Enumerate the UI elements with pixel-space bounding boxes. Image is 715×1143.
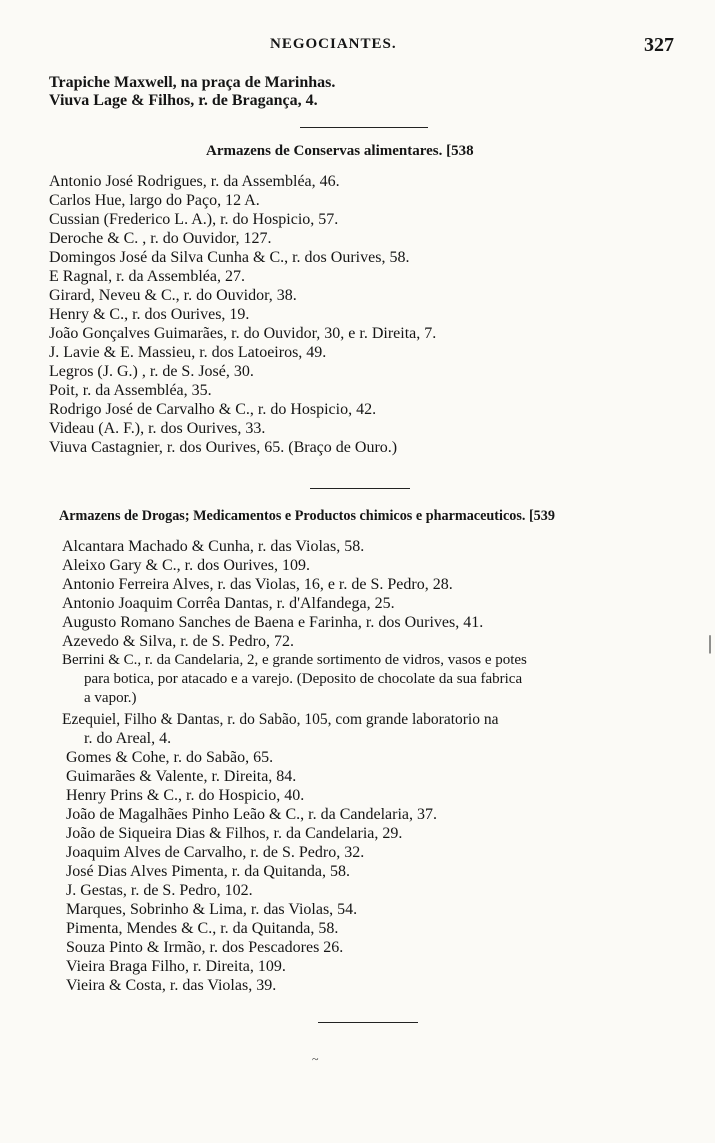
- list-item: Domingos José da Silva Cunha & C., r. dos Ourives, 58.: [49, 249, 410, 266]
- list-item: Viuva Castagnier, r. dos Ourives, 65. (Braço de Ouro.): [49, 439, 398, 456]
- section-heading: [206, 142, 474, 161]
- list-item: Cussian (Frederico L. A.), r. do Hospicio, 57.: [49, 211, 339, 228]
- list-item: Marques, Sobrinho & Lima, r. das Violas, 54.: [66, 901, 358, 918]
- list-item: Vieira & Costa, r. das Violas, 39.: [66, 977, 277, 994]
- list-item-continuation: para botica, por atacado e a varejo. (Deposito de chocolate da sua fabrica: [84, 671, 523, 687]
- list-item: J. Gestas, r. de S. Pedro, 102.: [66, 882, 253, 899]
- list-item: Ezequiel, Filho & Dantas, r. do Sabão, 105, com grande laboratorio na: [62, 711, 499, 728]
- section-heading: [59, 507, 555, 526]
- list-item: Vieira Braga Filho, r. Direita, 109.: [66, 958, 286, 975]
- page-header: [0, 34, 715, 58]
- section-ref: [539: [528, 508, 555, 524]
- list-item-continuation: r. do Areal, 4.: [84, 730, 172, 747]
- list-item: Berrini & C., r. da Candelaria, 2, e grande sortimento de vidros, vasos e potes: [62, 652, 527, 668]
- divider-rule: [310, 488, 410, 489]
- list-item: Antonio José Rodrigues, r. da Assembléa, 46.: [49, 173, 340, 190]
- list-item: Henry Prins & C., r. do Hospicio, 40.: [66, 787, 305, 804]
- list-item: Gomes & Cohe, r. do Sabão, 65.: [66, 749, 274, 766]
- list-item: João Gonçalves Guimarães, r. do Ouvidor, 30, e r. Direita, 7.: [49, 325, 437, 342]
- ink-smudge: ~: [312, 1052, 319, 1066]
- list-item: Aleixo Gary & C., r. dos Ourives, 109.: [62, 557, 310, 574]
- list-item: João de Magalhães Pinho Leão & C., r. da Candelaria, 37.: [66, 806, 438, 823]
- list-item: Azevedo & Silva, r. de S. Pedro, 72.: [62, 633, 294, 650]
- divider-rule: [300, 127, 428, 128]
- section-heading-text: Armazens de Conservas alimentares.: [206, 143, 443, 159]
- list-item: Alcantara Machado & Cunha, r. das Violas, 58.: [62, 538, 365, 555]
- list-item: Pimenta, Mendes & C., r. da Quitanda, 58.: [66, 920, 339, 937]
- list-item: Deroche & C. , r. do Ouvidor, 127.: [49, 230, 272, 247]
- margin-mark: |: [708, 632, 713, 654]
- list-item: Legros (J. G.) , r. de S. José, 30.: [49, 363, 254, 380]
- list-item: Antonio Ferreira Alves, r. das Violas, 16, e r. de S. Pedro, 28.: [62, 576, 453, 593]
- list-item: Poit, r. da Assembléa, 35.: [49, 382, 212, 399]
- divider-rule: [318, 1022, 418, 1023]
- list-item: Augusto Romano Sanches de Baena e Farinha, r. dos Ourives, 41.: [62, 614, 484, 631]
- list-item: Henry & C., r. dos Ourives, 19.: [49, 306, 250, 323]
- section-heading-text: Armazens de Drogas; Medicamentos e Productos chimicos e pharmaceuticos.: [59, 508, 526, 524]
- page-number: 327: [644, 34, 674, 56]
- list-item: José Dias Alves Pimenta, r. da Quitanda, 58.: [66, 863, 350, 880]
- intro-line: Trapiche Maxwell, na praça de Marinhas.: [49, 74, 336, 91]
- intro-line: Viuva Lage & Filhos, r. de Bragança, 4.: [49, 92, 318, 109]
- list-item: João de Siqueira Dias & Filhos, r. da Candelaria, 29.: [66, 825, 403, 842]
- list-item: Guimarães & Valente, r. Direita, 84.: [66, 768, 297, 785]
- list-item: Souza Pinto & Irmão, r. dos Pescadores 26.: [66, 939, 344, 956]
- list-item: Rodrigo José de Carvalho & C., r. do Hospicio, 42.: [49, 401, 377, 418]
- section-ref: [538: [446, 143, 474, 159]
- list-item-continuation: a vapor.): [84, 690, 137, 706]
- list-item: E Ragnal, r. da Assembléa, 27.: [49, 268, 245, 285]
- list-item: Antonio Joaquim Corrêa Dantas, r. d'Alfandega, 25.: [62, 595, 395, 612]
- list-item: J. Lavie & E. Massieu, r. dos Latoeiros, 49.: [49, 344, 327, 361]
- list-item: Joaquim Alves de Carvalho, r. de S. Pedro, 32.: [66, 844, 365, 861]
- list-item: Videau (A. F.), r. dos Ourives, 33.: [49, 420, 266, 437]
- running-title: NEGOCIANTES.: [270, 36, 397, 52]
- list-item: Carlos Hue, largo do Paço, 12 A.: [49, 192, 260, 209]
- list-item: Girard, Neveu & C., r. do Ouvidor, 38.: [49, 287, 297, 304]
